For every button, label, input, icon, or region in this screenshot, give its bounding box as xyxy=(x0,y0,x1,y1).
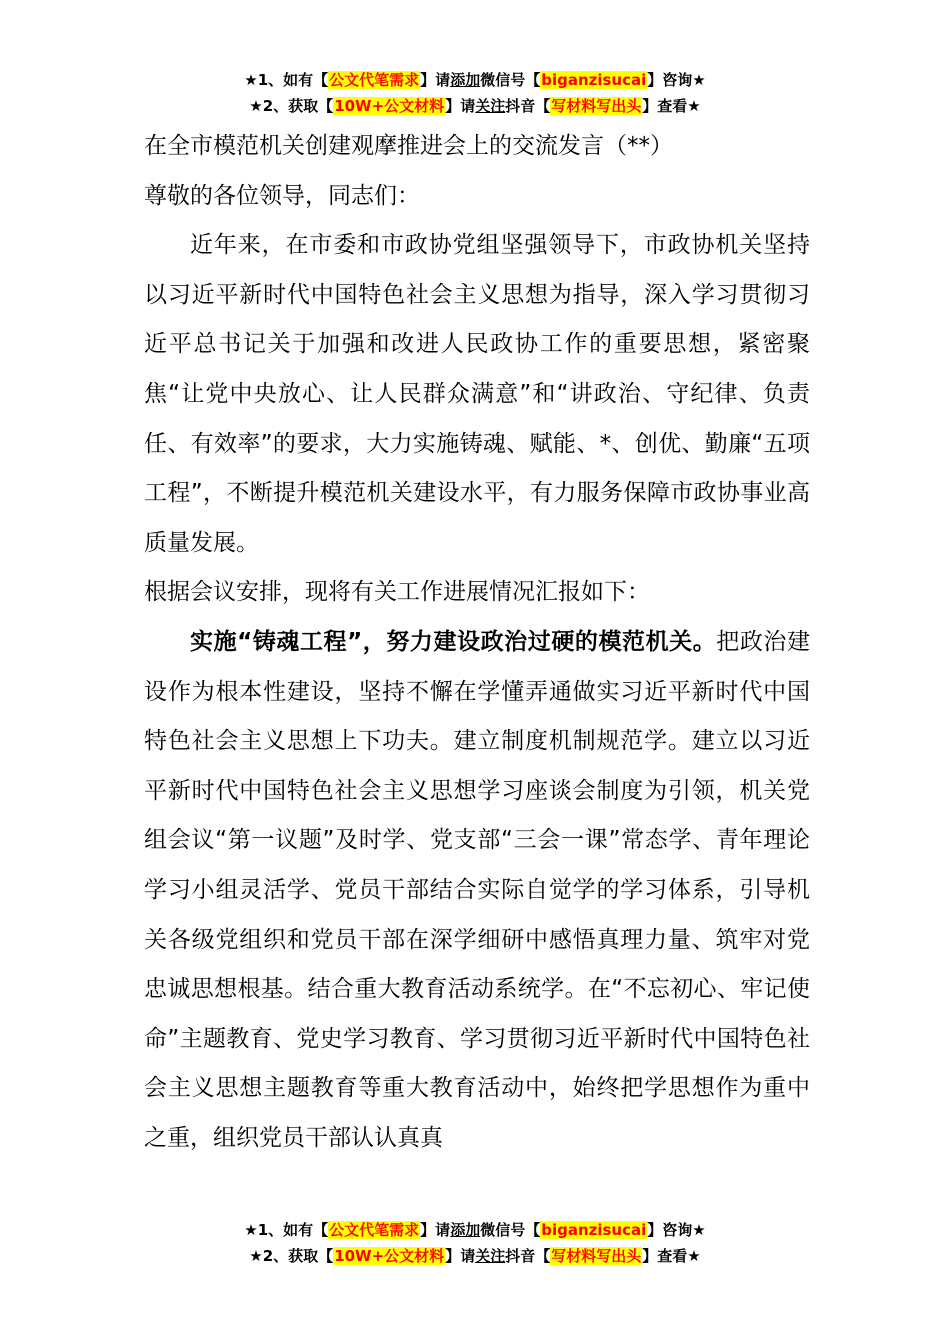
banner-text: 微信号【 xyxy=(480,71,541,89)
document-body xyxy=(144,122,810,1163)
banner-line-1 xyxy=(0,67,950,93)
salutation: 尊敬的各位领导，同志们： xyxy=(144,182,420,209)
banner-text: ★2、获取【 xyxy=(249,97,334,115)
underlined-text: 关注 xyxy=(475,1247,506,1265)
section-heading: 实施“铸魂工程”，努力建设政治过硬的模范机关。 xyxy=(190,628,717,655)
highlight-service: 公文代笔需求 xyxy=(329,1221,420,1239)
banner-text: 】请 xyxy=(420,71,451,89)
banner-text: ★1、如有【 xyxy=(244,71,329,89)
banner-text: 】咨询★ xyxy=(647,71,706,89)
highlight-douyin-account: 写材料写出头 xyxy=(551,1247,642,1265)
banner-line-1 xyxy=(0,1217,950,1243)
highlight-materials: 10W+公文材料 xyxy=(334,1247,445,1265)
paragraph-intro: 近年来，在市委和市政协党组坚强领导下，市政协机关坚持以习近平新时代中国特色社会主义思想为指导，深入学习贯彻习近平总书记关于加强和改进人民政协工作的重要思想，紧密聚焦“让党中央放心、让人民群众满意”和“讲政治、守纪律、负责任、有效率”的要求，大力实施铸魂、赋能、*、创优、勤廉“五项工程”，不断提升模范机关建设水平，有力服务保障市政协事业高质量发展。 xyxy=(144,232,810,556)
paragraph-section-1 xyxy=(144,618,810,1164)
banner-text: 】请 xyxy=(420,1221,451,1239)
banner-line-2 xyxy=(0,1243,950,1269)
paragraph-report-intro: 根据会议安排，现将有关工作进展情况汇报如下： xyxy=(144,579,650,606)
banner-line-2 xyxy=(0,93,950,119)
highlight-service: 公文代笔需求 xyxy=(329,71,420,89)
highlight-wechat-id: biganzisucai xyxy=(541,1221,647,1239)
bottom-banner xyxy=(0,1217,950,1269)
highlight-douyin-account: 写材料写出头 xyxy=(551,97,642,115)
highlight-materials: 10W+公文材料 xyxy=(334,97,445,115)
banner-text: ★2、获取【 xyxy=(249,1247,334,1265)
underlined-text: 关注 xyxy=(475,97,506,115)
document-title: 在全市模范机关创建观摩推进会上的交流发言（**） xyxy=(144,133,673,159)
underlined-text: 添加 xyxy=(450,1221,481,1239)
underlined-text: 添加 xyxy=(450,71,481,89)
banner-text: 】请 xyxy=(445,97,476,115)
banner-text: ★1、如有【 xyxy=(244,1221,329,1239)
banner-text: 】请 xyxy=(445,1247,476,1265)
banner-text: 微信号【 xyxy=(480,1221,541,1239)
highlight-wechat-id: biganzisucai xyxy=(541,71,647,89)
top-banner xyxy=(0,67,950,119)
banner-text: 】查看★ xyxy=(642,97,701,115)
banner-text: 】咨询★ xyxy=(647,1221,706,1239)
section-body: 把政治建设作为根本性建设，坚持不懈在学懂弄通做实习近平新时代中国特色社会主义思想上下功夫。建立制度机制规范学。建立以习近平新时代中国特色社会主义思想学习座谈会制度为引领，机关党组会议“第一议题”及时学、党支部“三会一课”常态学、青年理论学习小组灵活学、党员干部结合实际自觉学的学习体系，引导机关各级党组织和党员干部在深学细研中感悟真理力量、筑牢对党忠诚思想根基。结合重大教育活动系统学。在“不忘初心、牢记使命”主题教育、党史学习教育、学习贯彻习近平新时代中国特色社会主义思想主题教育等重大教育活动中，始终把学思想作为重中之重，组织党员干部认认真真 xyxy=(144,628,811,1151)
banner-text: 抖音【 xyxy=(505,1247,551,1265)
banner-text: 抖音【 xyxy=(505,97,551,115)
banner-text: 】查看★ xyxy=(642,1247,701,1265)
